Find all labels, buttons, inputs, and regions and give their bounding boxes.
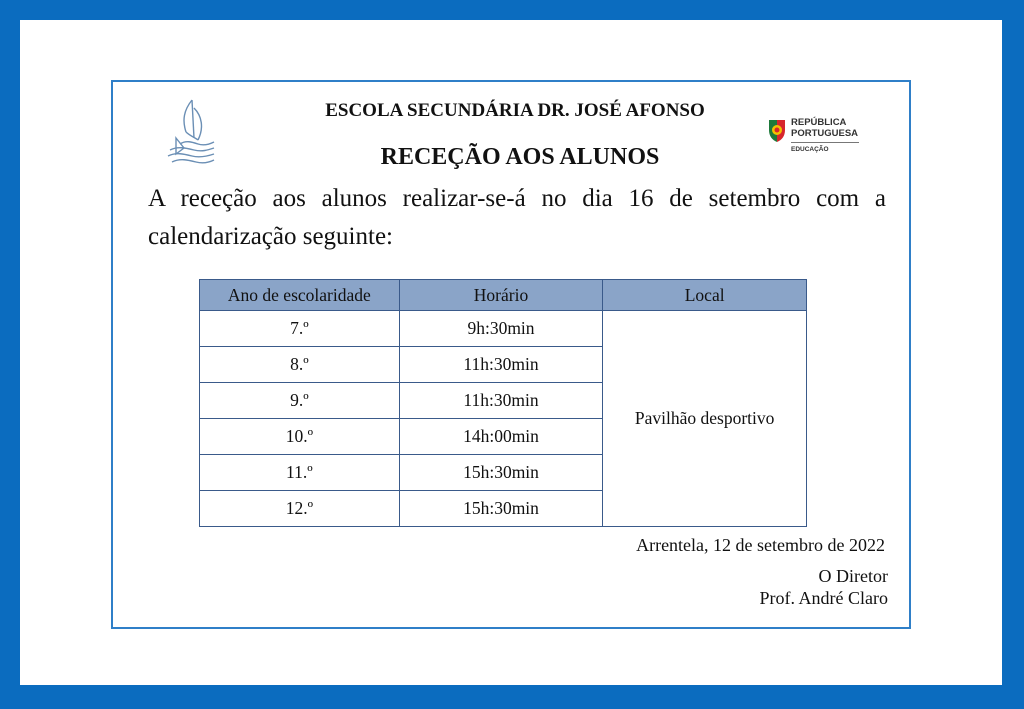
- year-cell: 9.º: [200, 383, 400, 419]
- year-cell: 11.º: [200, 455, 400, 491]
- table-header-row: [200, 280, 807, 311]
- time-cell: 11h:30min: [399, 383, 603, 419]
- schedule-table: [199, 279, 807, 527]
- table-row: [200, 311, 807, 347]
- school-logo-icon: [164, 98, 218, 168]
- time-cell: 15h:30min: [399, 455, 603, 491]
- school-name: ESCOLA SECUNDÁRIA DR. JOSÉ AFONSO: [325, 100, 705, 121]
- header-time: Horário: [399, 280, 603, 311]
- year-cell: 7.º: [200, 311, 400, 347]
- republic-subtitle: EDUCAÇÃO: [791, 146, 829, 153]
- year-cell: 12.º: [200, 491, 400, 527]
- director-name: Prof. André Claro: [759, 588, 888, 608]
- time-cell: 14h:00min: [399, 419, 603, 455]
- time-cell: 15h:30min: [399, 491, 603, 527]
- republic-divider: [791, 142, 859, 143]
- year-cell: 8.º: [200, 347, 400, 383]
- director-role: O Diretor: [818, 566, 888, 586]
- time-cell: 11h:30min: [399, 347, 603, 383]
- republic-line1: REPÚBLICA: [791, 117, 847, 128]
- header-year: Ano de escolaridade: [200, 280, 400, 311]
- year-cell: 10.º: [200, 419, 400, 455]
- time-cell: 9h:30min: [399, 311, 603, 347]
- place-date: Arrentela, 12 de setembro de 2022: [636, 535, 885, 555]
- header-location: Local: [603, 280, 807, 311]
- location-cell: Pavilhão desportivo: [603, 311, 807, 527]
- intro-paragraph: A receção aos alunos realizar-se-á no dia 16 de setembro com a calendarização seguinte:: [148, 185, 886, 250]
- notice-title: RECEÇÃO AOS ALUNOS: [380, 144, 660, 170]
- republic-line2: PORTUGUESA: [791, 128, 859, 139]
- republic-emblem-icon: [767, 118, 787, 144]
- signature-block: [620, 565, 888, 609]
